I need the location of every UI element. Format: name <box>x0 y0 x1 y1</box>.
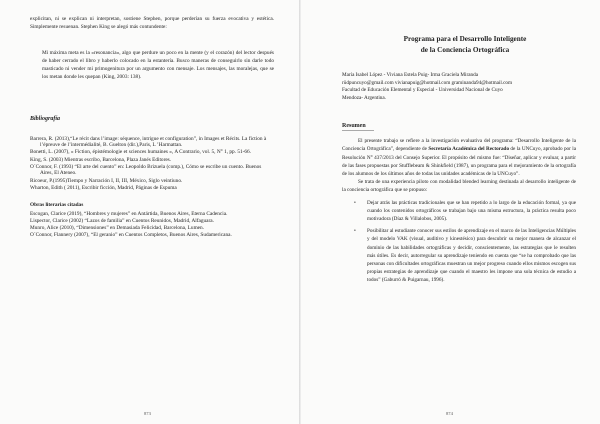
bibliography-entry: King, S. (2003) Mientras escribo, Barcelona, Plaza Janés Editores. <box>30 156 172 163</box>
block-quote: Mi máxima meta es la «resonancia», algo que perdure un poco en la mente (y el corazón) del lector después de haber cerrado el libro y haberlo colocado en la estantería. Busco maneras de conseguirlo sin darle todo masticado ni vender mi primogenitura por un argumento con mensaje. Los mensajes, las moralejas, que se los metan donde les quepan (King, 2003: 138). <box>42 50 274 81</box>
author-emails: rüdpuncuyo@gmail.com vivianapuig@hotmail.com graminanda94@hotmail.com <box>342 79 513 86</box>
abstract-paragraph-2: Se trata de una experiencia piloto con modalidad blended learning destinada al desarrollo inteligente de la conciencia ortográfica que se propuso: <box>342 178 576 193</box>
bibliography-entry: Barrera, R. (2013),“Le récit dans l’image: séquence, intrigue et configuration”, in Images et Récits. La fiction à l’épreuve de l’intermédialité, B. Guelton (dir.),Paris, L ’Harmattan. <box>30 135 267 149</box>
bullet-icon: • <box>354 228 356 235</box>
bibliography-entry: O´Connor, F. (1993) “El arte del cuento” en: Leopoldo Brizuela (comp.), Cómo se escribe un cuento. Buenos Aires, El Ateneo. <box>30 163 262 177</box>
cited-work-entry: Munro, Alice (2010), “Dimensiones” en Demasiada Felicidad, Barcelona, Lumen. <box>30 225 205 232</box>
bibliography-heading: Bibliografía <box>30 115 61 122</box>
bibliography-entry: Ricoeur, P.(1995)Tiempo y Narración I, II, III, México, Siglo veintiuno. <box>30 177 183 184</box>
bibliography-list <box>30 136 274 239</box>
list-item: • Posibilitar al estudiante conocer sus estilos de aprendizaje en el marco de las Inteligencias Múltiples y del modelo VAK (visual, auditivo y kinestésico) para descubrir su mejor manera de alcanzar el dominio de las habilidades ortográficas y decidir, conscientemente, las estrategias que le resulten más útiles. Es decir, autorregular su aprendizaje teniendo en cuenta que “se ha comprobado que las personas con dificultades ortográficas muestran un mejor progreso cuando ellos mismos escogen sus propias estrategias de aprendizaje que cuando el maestro les impone una sola técnica de estudio a todos” (Gaburró & Puigarnau, 1996). <box>354 228 576 283</box>
bibliography-entry: Bonetti, L. (2007), « Fiction, épistémologie et sciences humaines », A Contrario, vol. 5, N° 1, pp. 51-66. <box>30 149 252 156</box>
intro-paragraph: explicitan, ni se explican ni interpretan, sostiene Stephen, porque perderían su fuerza evocativa y estética. Simplemente resuenan. Stephen King se alegó más contundente: <box>30 16 274 30</box>
author-location: Mendoza- Argentina. <box>342 94 386 101</box>
abstract-heading: Resumen <box>342 123 374 131</box>
cited-works-heading: Obras literarias citadas <box>30 202 84 209</box>
objectives-list <box>342 199 576 284</box>
author-names: María Isabel López - Viviana Estela Puig- Irma Graciela Miranda <box>342 72 478 78</box>
list-item: • Dejar atrás las prácticas tradicionales que se han repetido a lo largo de la educación formal, ya que cuando los contenidos ortográficos se trabajan bajo una misma estructura, la práctica resulta poco motivadora (Díaz & Villalobos, 2005). <box>354 200 576 223</box>
author-block <box>342 72 576 102</box>
cited-work-entry: Lispector, Clarice (2002) “Lazos de familia” en Cuentos Reunidos, Madrid, Alfaguara. <box>30 218 214 225</box>
page-number-left: 873 <box>144 411 151 416</box>
abstract-body <box>342 137 576 194</box>
article-title: Programa para el Desarrollo Inteligente de la Conciencia Ortográfica <box>403 35 527 54</box>
page-number-right: 874 <box>446 411 453 416</box>
cited-work-entry: O´Connor, Flannery (2007), “El geranio” en Cuentos Completos, Buenos Aires, Sudamericana. <box>30 232 232 239</box>
cited-work-entry: Escogan, Clarice (2019), “Hombres y mujeres” en Antártida, Buenos Aires, Eterna Cadencia. <box>30 210 228 217</box>
bullet-icon: • <box>354 200 356 207</box>
right-page <box>300 0 600 424</box>
abstract-paragraph-1: El presente trabajo se refiere a la investigación evaluativa del programa: “Desarrollo Inteligente de la Conciencia Ortográfica”, dependiente de Secretaría Académica del Rectorado de la UNCuyo, aprobado por la Resolución N° 437/2013 del Consejo Superior. El propósito del mismo fue: “Diseñar, aplicar y evaluar, a partir de las fases propuestas por Stufflebeam & Shinkfield (1987), un programa para el mejoramiento de la ortografía de los alumnos de los últimos años de todas las unidades académicas de la UNCuyo”. <box>342 138 576 177</box>
bibliography-entry: Wharton, Edith ( 2011), Escribir ficción, Madrid, Páginas de Espuma <box>30 184 177 191</box>
author-affiliation: Facultad de Educación Elemental y Especial - Universidad Nacional de Cuyo <box>342 87 503 94</box>
